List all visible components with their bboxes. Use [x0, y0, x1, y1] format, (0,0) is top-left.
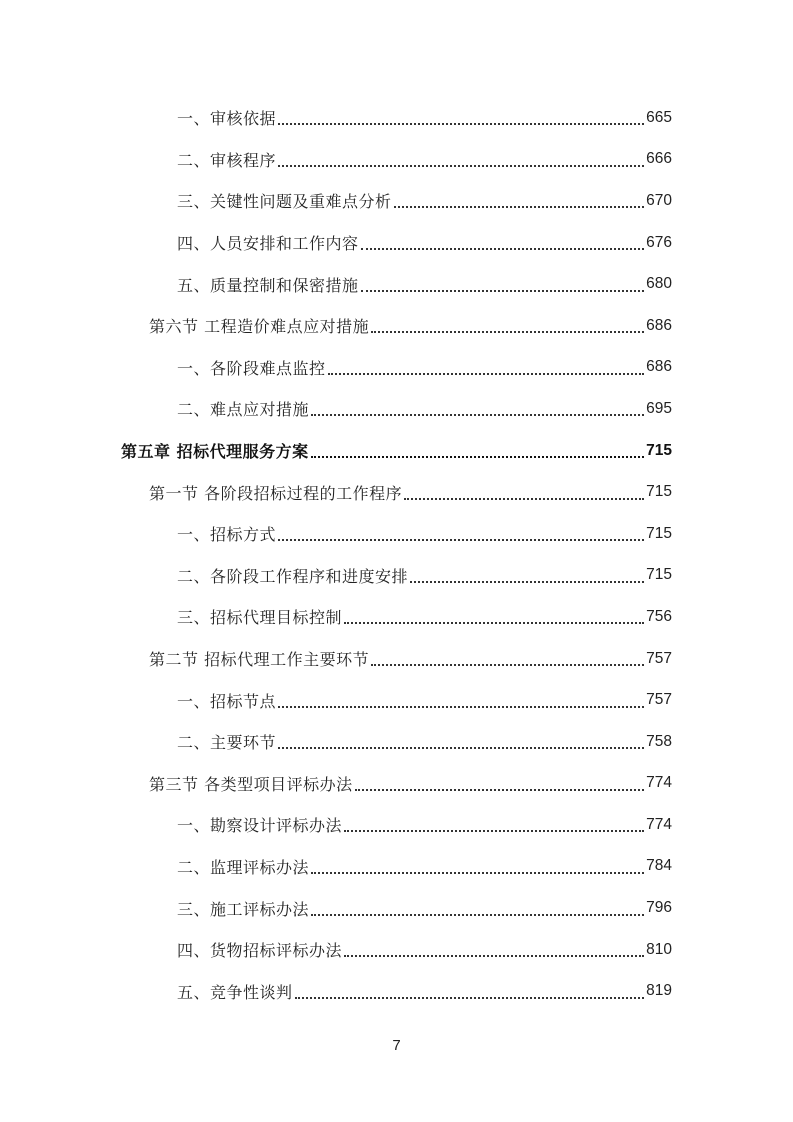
toc-entry-page: 686 [646, 316, 672, 334]
toc-dot-leader [371, 330, 644, 333]
toc-entry[interactable] [0, 887, 793, 929]
toc-entry[interactable] [0, 721, 793, 763]
toc-entry-title: 一、各阶段难点监控 [177, 358, 326, 378]
toc-entry-title: 一、招标节点 [177, 691, 277, 711]
toc-entry-page: 715 [646, 524, 672, 542]
toc-entry-title: 第五章 招标代理服务方案 [121, 442, 309, 462]
toc-chapter-entry[interactable] [0, 430, 793, 472]
toc-dot-leader [344, 621, 644, 624]
toc-dot-leader [278, 122, 644, 125]
toc-entry-title: 二、监理评标办法 [177, 857, 310, 877]
toc-entry-page: 810 [646, 940, 672, 958]
toc-entry-page: 756 [646, 607, 672, 625]
toc-entry-title: 三、关键性问题及重难点分析 [177, 192, 392, 212]
toc-dot-leader [404, 497, 644, 500]
table-of-contents [0, 97, 793, 1012]
toc-entry[interactable] [0, 97, 793, 139]
toc-entry-title: 一、审核依据 [177, 109, 277, 129]
toc-entry-title: 第六节 工程造价难点应对措施 [149, 317, 370, 337]
toc-section-entry[interactable] [0, 471, 793, 513]
toc-entry-page: 670 [646, 191, 672, 209]
toc-entry-title: 二、各阶段工作程序和进度安排 [177, 566, 409, 586]
toc-entry-title: 一、招标方式 [177, 525, 277, 545]
toc-section-entry[interactable] [0, 305, 793, 347]
toc-dot-leader [295, 996, 645, 999]
toc-entry-page: 715 [646, 441, 672, 459]
toc-dot-leader [311, 871, 644, 874]
toc-entry-page: 665 [646, 108, 672, 126]
toc-entry-page: 676 [646, 233, 672, 251]
toc-dot-leader [278, 746, 644, 749]
toc-entry-page: 784 [646, 857, 672, 875]
toc-entry[interactable] [0, 555, 793, 597]
toc-entry[interactable] [0, 513, 793, 555]
toc-entry[interactable] [0, 846, 793, 888]
toc-entry-title: 二、主要环节 [177, 733, 277, 753]
toc-entry-title: 三、招标代理目标控制 [177, 608, 343, 628]
toc-dot-leader [355, 788, 645, 791]
toc-dot-leader [311, 413, 644, 416]
toc-entry-page: 680 [646, 275, 672, 293]
toc-dot-leader [361, 247, 645, 250]
toc-entry-title: 第二节 招标代理工作主要环节 [149, 650, 370, 670]
toc-dot-leader [344, 829, 644, 832]
toc-dot-leader [278, 705, 644, 708]
toc-entry-title: 五、质量控制和保密措施 [177, 275, 359, 295]
toc-entry-page: 774 [646, 774, 672, 792]
toc-entry-page: 715 [646, 483, 672, 501]
toc-entry-page: 819 [646, 982, 672, 1000]
toc-dot-leader [328, 372, 645, 375]
toc-entry[interactable] [0, 388, 793, 430]
toc-dot-leader [344, 954, 644, 957]
toc-entry-page: 774 [646, 815, 672, 833]
toc-entry[interactable] [0, 596, 793, 638]
toc-entry[interactable] [0, 139, 793, 181]
toc-entry-page: 757 [646, 649, 672, 667]
toc-entry-title: 第一节 各阶段招标过程的工作程序 [149, 483, 403, 503]
toc-dot-leader [278, 164, 644, 167]
toc-entry-title: 一、勘察设计评标办法 [177, 816, 343, 836]
toc-entry[interactable] [0, 347, 793, 389]
toc-entry-page: 715 [646, 566, 672, 584]
toc-entry-page: 695 [646, 399, 672, 417]
toc-entry-page: 666 [646, 150, 672, 168]
toc-dot-leader [361, 289, 645, 292]
toc-entry[interactable] [0, 679, 793, 721]
toc-entry-page: 757 [646, 691, 672, 709]
toc-entry-title: 五、竞争性谈判 [177, 982, 293, 1002]
toc-dot-leader [394, 205, 645, 208]
toc-entry-title: 二、审核程序 [177, 150, 277, 170]
toc-dot-leader [410, 580, 644, 583]
toc-entry-title: 第三节 各类型项目评标办法 [149, 774, 353, 794]
toc-entry-page: 758 [646, 732, 672, 750]
toc-entry-title: 四、人员安排和工作内容 [177, 234, 359, 254]
toc-section-entry[interactable] [0, 638, 793, 680]
toc-entry[interactable] [0, 180, 793, 222]
toc-entry-title: 三、施工评标办法 [177, 899, 310, 919]
toc-entry[interactable] [0, 263, 793, 305]
toc-entry[interactable] [0, 222, 793, 264]
toc-dot-leader [278, 538, 644, 541]
page-number: 7 [392, 1037, 401, 1054]
toc-entry[interactable] [0, 804, 793, 846]
toc-entry-page: 686 [646, 358, 672, 376]
toc-dot-leader [311, 455, 645, 458]
toc-entry[interactable] [0, 929, 793, 971]
toc-entry-page: 796 [646, 899, 672, 917]
toc-dot-leader [311, 913, 644, 916]
toc-section-entry[interactable] [0, 763, 793, 805]
toc-entry[interactable] [0, 970, 793, 1012]
toc-dot-leader [371, 663, 644, 666]
toc-entry-title: 二、难点应对措施 [177, 400, 310, 420]
toc-entry-title: 四、货物招标评标办法 [177, 941, 343, 961]
